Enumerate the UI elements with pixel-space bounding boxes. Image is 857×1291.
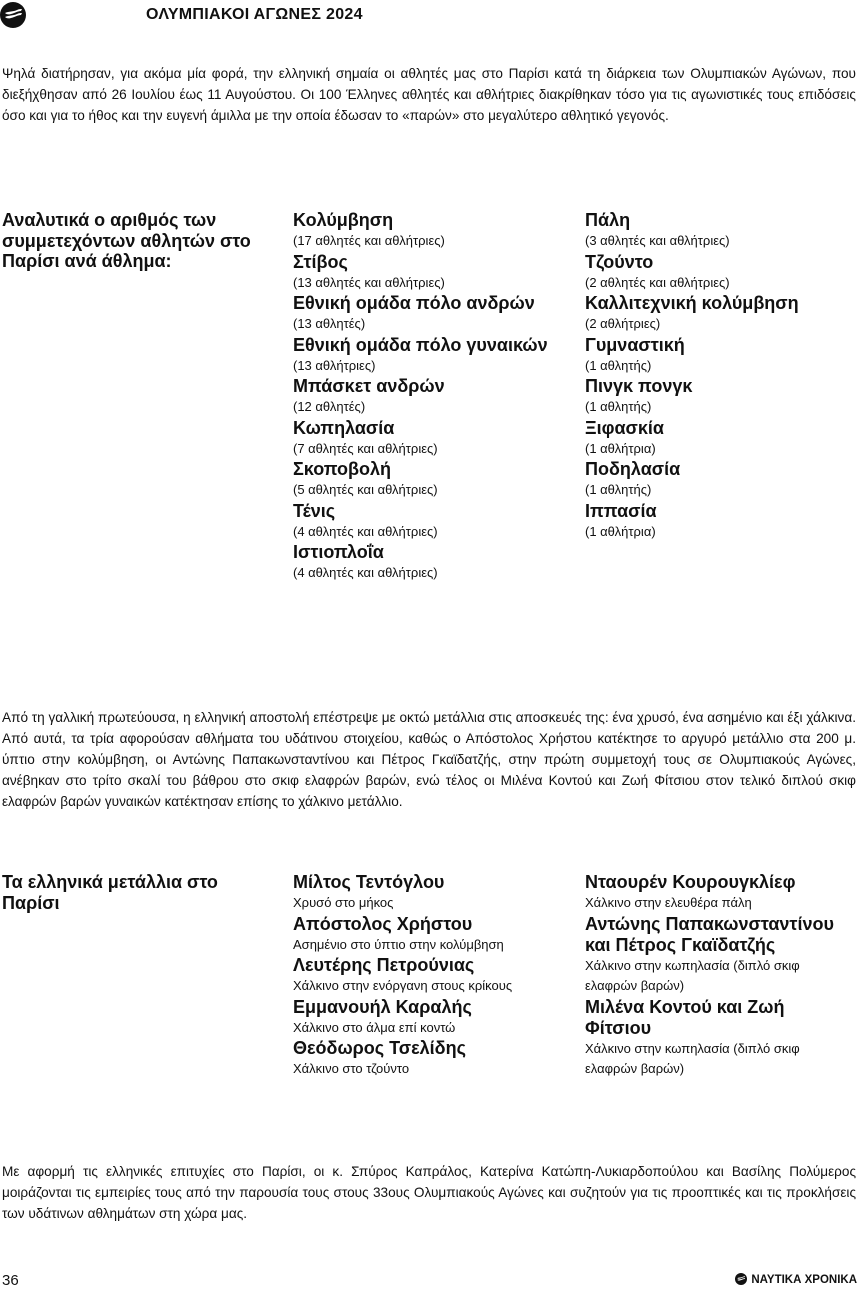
participants-column-1 xyxy=(293,210,573,584)
medal-item-desc: Χάλκινο στην κωπηλασία (διπλό σκιφ ελαφρών βαρών) xyxy=(585,1040,800,1076)
sport-item-count: (4 αθλητές και αθλήτριες) xyxy=(293,565,438,580)
sport-item xyxy=(293,293,573,335)
sport-item xyxy=(585,501,857,543)
sport-item-name: Τζούντο xyxy=(585,251,654,272)
sport-item-name: Ιππασία xyxy=(585,500,657,521)
page-footer xyxy=(0,1272,857,1290)
medal-item-desc: Χάλκινο στην ενόργανη στους κρίκους xyxy=(293,978,513,993)
sport-item-name: Καλλιτεχνική κολύμβηση xyxy=(585,293,799,313)
medal-item-name: Απόστολος Χρήστου xyxy=(293,913,473,934)
page-header xyxy=(0,0,857,32)
medal-item xyxy=(293,997,573,1039)
sport-item xyxy=(585,335,857,377)
sport-item xyxy=(293,252,573,294)
sport-item xyxy=(293,335,573,377)
medal-item-desc: Χάλκινο στο τζούντο xyxy=(293,1061,410,1076)
sport-item-name: Τένις xyxy=(293,500,336,521)
medals-heading: Τα ελληνικά μετάλλια στο Παρίσι xyxy=(2,872,218,913)
sport-item-count: (1 αθλήτρια) xyxy=(585,440,656,456)
medal-item-name: Θεόδωρος Τσελίδης xyxy=(293,1038,466,1058)
participants-heading: Αναλυτικά ο αριθμός των συμμετεχόντων αθλητών στο Παρίσι ανά άθλημα: xyxy=(2,210,251,271)
sport-item-name: Στίβος xyxy=(293,251,348,272)
medal-item-name: Αντώνης Παπακωνσταντίνου και Πέτρος Γκαϊδατζής xyxy=(585,913,834,955)
sport-item-name: Ξιφασκία xyxy=(585,417,664,438)
medal-item-desc: Ασημένιο στο ύπτιο στην κολύμβηση xyxy=(293,936,504,952)
medal-item xyxy=(293,872,573,914)
sport-item xyxy=(293,501,573,543)
sport-item xyxy=(293,459,573,501)
sport-item-count: (4 αθλητές και αθλήτριες) xyxy=(293,523,438,539)
sport-item xyxy=(293,418,573,460)
medal-item-desc: Χάλκινο στην κωπηλασία (διπλό σκιφ ελαφρών βαρών) xyxy=(585,957,800,993)
sport-item-name: Γυμναστική xyxy=(585,334,685,355)
medals-column-1 xyxy=(293,872,573,1080)
intro-paragraph: Ψηλά διατήρησαν, για ακόμα μία φορά, την ελληνική σημαία οι αθλητές μας στο Παρίσι κατά τη διάρκεια των Ολυμπιακών Αγώνων, που διεξήχθησαν από 26 Ιουλίου έως 11 Αυγούστου. Οι 100 Έλληνες αθλητές και αθλήτριες διακρίθηκαν τόσο για τις αγωνιστικές τους επιδόσεις όσο και για το ήθος και την ευγενή άμιλλα με την οποία έδωσαν το «παρών» στο μεγαλύτερο αθλητικό γεγονός. xyxy=(2,66,856,123)
sport-item xyxy=(585,459,857,501)
sport-item xyxy=(585,376,857,418)
medal-item xyxy=(585,997,855,1080)
sport-item xyxy=(585,210,857,252)
medal-item-name: Μιλένα Κοντού και Ζωή Φίτσιου xyxy=(585,996,785,1038)
sport-item-name: Ιστιοπλοΐα xyxy=(293,542,384,562)
medal-item-desc: Χρυσό στο μήκος xyxy=(293,895,394,910)
brand-logo xyxy=(735,1273,857,1286)
sport-item-count: (7 αθλητές και αθλήτριες) xyxy=(293,440,438,456)
sport-item xyxy=(293,210,573,252)
page-number: 36 xyxy=(2,1272,19,1289)
wave-logo-icon xyxy=(0,2,26,28)
sport-item xyxy=(293,542,573,584)
medal-item-desc: Χάλκινο στο άλμα επί κοντώ xyxy=(293,1019,456,1035)
medal-item xyxy=(585,872,855,914)
outro-paragraph: Με αφορμή τις ελληνικές επιτυχίες στο Παρίσι, οι κ. Σπύρος Καπράλος, Κατερίνα Κατώπη-Λυκιαρδοπούλου και Βασίλης Πολύμερος μοιράζονται τις εμπειρίες τους από την παρουσία τους στους 33ους Ολυμπιακούς Αγώνες και συζητούν για τις προοπτικές και τις προκλήσεις των υδάτινων αθλημάτων στη χώρα μας. xyxy=(2,1164,856,1221)
sport-item xyxy=(293,376,573,418)
brand-name: ΝΑΥΤΙΚΑ ΧΡΟΝΙΚΑ xyxy=(751,1274,857,1286)
sport-item xyxy=(585,418,857,460)
sport-item-count: (17 αθλητές και αθλήτριες) xyxy=(293,233,445,248)
sport-item-name: Πινγκ πονγκ xyxy=(585,376,693,396)
sport-item-name: Μπάσκετ ανδρών xyxy=(293,376,445,396)
sport-item-count: (1 αθλητής) xyxy=(585,399,652,414)
sport-item-name: Κωπηλασία xyxy=(293,417,395,438)
sport-item-name: Σκοποβολή xyxy=(293,459,391,479)
sport-item-count: (5 αθλητές και αθλήτριες) xyxy=(293,482,438,497)
medal-item xyxy=(585,914,855,997)
medals-paragraph: Από τη γαλλική πρωτεύουσα, η ελληνική αποστολή επέστρεψε με οκτώ μετάλλια στις αποσκευές της: ένα χρυσό, ένα ασημένιο και έξι χάλκινα. Από αυτά, τα τρία αφορούσαν αθλήματα του υδάτινου στοιχείου, καθώς ο Απόστολος Χρήστου κατέκτησε το αργυρό μετάλλιο στα 200 μ. ύπτιο στην κολύμβηση, οι Αντώνης Παπακωνσταντίνου και Πέτρος Γκαϊδατζής, στην πρώτη συμμετοχή τους σε Ολυμπιακούς Αγώνες, ανέβηκαν στο τρίτο σκαλί του βάθρου στο σκιφ ελαφρών βαρών, ενώ τέλος οι Μιλένα Κοντού και Ζωή Φίτσιου στον τελικό διπλού σκιφ ελαφρών βαρών γυναικών κατέκτησαν επίσης το χάλκινο μετάλλιο. xyxy=(2,710,856,809)
sport-item-count: (13 αθλητές και αθλήτριες) xyxy=(293,274,445,290)
sport-item-name: Πάλη xyxy=(585,210,631,230)
sport-item-count: (2 αθλητές και αθλήτριες) xyxy=(585,274,730,290)
section-title: ΟΛΥΜΠΙΑΚΟΙ ΑΓΩΝΕΣ 2024 xyxy=(146,6,363,23)
wave-logo-icon xyxy=(735,1273,747,1285)
sport-item-name: Κολύμβηση xyxy=(293,210,394,230)
medal-item-desc: Χάλκινο στην ελευθέρα πάλη xyxy=(585,895,752,910)
medal-item xyxy=(293,914,573,956)
sport-item-count: (13 αθλήτριες) xyxy=(293,357,376,373)
sport-item-count: (1 αθλητής) xyxy=(585,482,652,497)
medal-item-name: Νταουρέν Κουρουγκλίεφ xyxy=(585,872,796,892)
sport-item-count: (13 αθλητές) xyxy=(293,316,366,331)
sport-item-name: Εθνική ομάδα πόλο ανδρών xyxy=(293,293,535,313)
medal-item-name: Λευτέρης Πετρούνιας xyxy=(293,955,475,975)
medal-item xyxy=(293,1038,573,1080)
medal-item-name: Εμμανουήλ Καραλής xyxy=(293,996,472,1017)
sport-item xyxy=(585,252,857,294)
participants-column-2 xyxy=(585,210,857,542)
sport-item xyxy=(585,293,857,335)
sport-item-count: (1 αθλήτρια) xyxy=(585,523,656,539)
medal-item-name: Μίλτος Τεντόγλου xyxy=(293,872,445,892)
medal-item xyxy=(293,955,573,997)
sport-item-count: (3 αθλητές και αθλήτριες) xyxy=(585,233,730,248)
sport-item-count: (12 αθλητές) xyxy=(293,399,366,414)
sport-item-count: (1 αθλητής) xyxy=(585,357,652,373)
sport-item-count: (2 αθλήτριες) xyxy=(585,316,661,331)
medals-column-2 xyxy=(585,872,855,1080)
sport-item-name: Ποδηλασία xyxy=(585,459,681,479)
sport-item-name: Εθνική ομάδα πόλο γυναικών xyxy=(293,334,548,355)
